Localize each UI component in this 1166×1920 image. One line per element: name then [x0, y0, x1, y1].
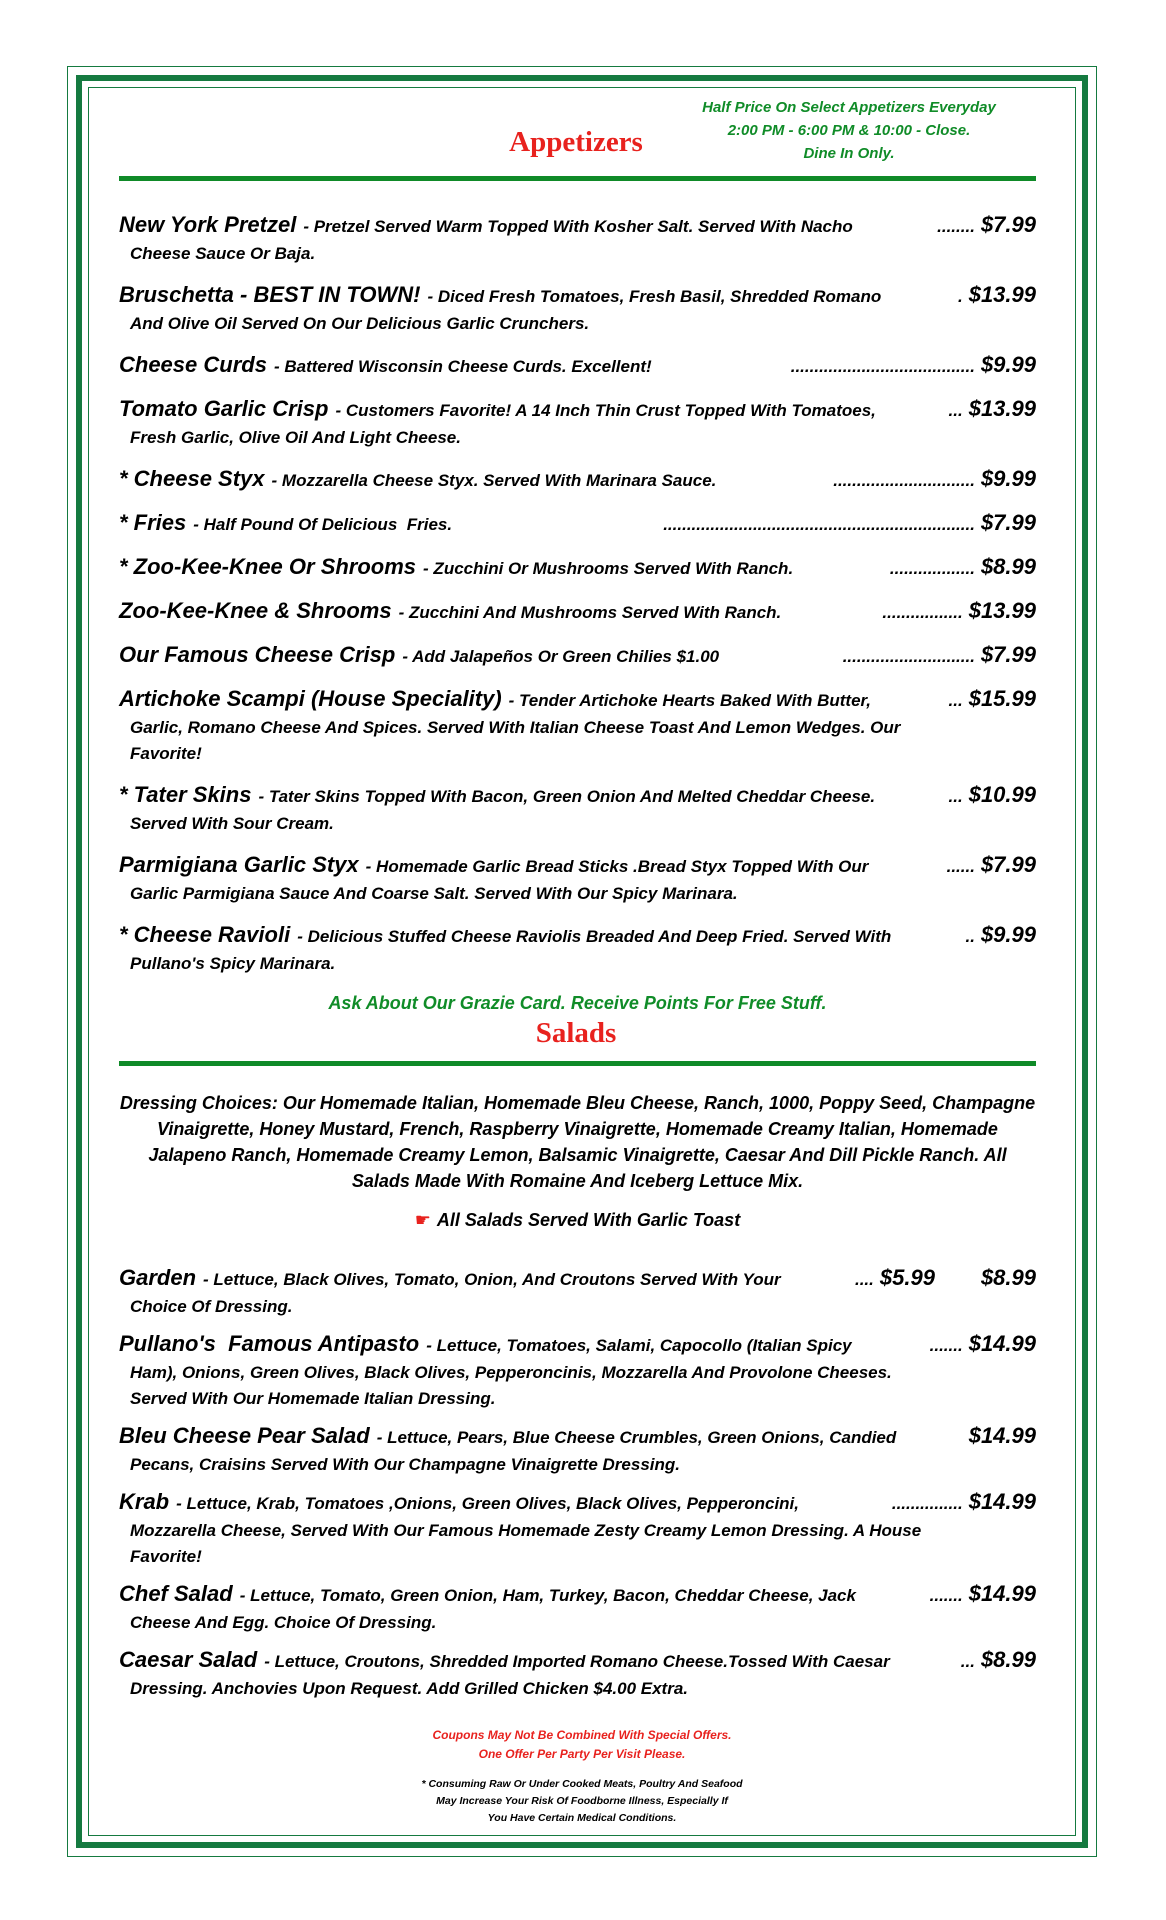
item-price: $8.99 [980, 1647, 1036, 1672]
item-name: * Zoo-Kee-Knee Or Shrooms [119, 554, 417, 579]
menu-content [89, 88, 1075, 1835]
menu-item [119, 1646, 1036, 1702]
item-description: - Lettuce, Pears, Blue Cheese Crumbles, Green Onions, Candied [376, 1428, 897, 1447]
item-name: * Tater Skins [119, 782, 252, 807]
item-description: - Zucchini Or Mushrooms Served With Ranch. [423, 559, 794, 578]
item-description: - Mozzarella Cheese Styx. Served With Marinara Sauce. [271, 471, 717, 490]
item-description: - Zucchini And Mushrooms Served With Ranch. [398, 603, 782, 622]
menu-item-line [119, 597, 1036, 627]
item-price: $14.99 [968, 1489, 1036, 1514]
dot-leader: .................. [889, 559, 975, 578]
item-name: Our Famous Cheese Crisp [119, 642, 396, 667]
menu-item-line [119, 395, 1036, 425]
item-price: $9.99 [980, 352, 1036, 377]
coupon-line: One Offer Per Party Per Visit Please. [478, 1747, 686, 1761]
item-price: $13.99 [968, 598, 1036, 623]
dot-leader: ........ [937, 217, 975, 236]
menu-item [119, 509, 1036, 539]
dot-leader: ... [960, 1652, 975, 1671]
item-price: $14.99 [968, 1331, 1036, 1356]
appetizers-section-title: Appetizers [509, 126, 643, 158]
menu-item [119, 1422, 1036, 1478]
menu-item-line [119, 781, 1036, 811]
item-description-continued: And Olive Oil Served On Our Delicious Garlic Crunchers. [130, 314, 590, 333]
dot-leader: .... [854, 1270, 874, 1289]
item-price: $13.99 [968, 396, 1036, 421]
dot-leader: ....................................... [790, 357, 975, 376]
menu-item [119, 351, 1036, 381]
item-description: - Homemade Garlic Bread Sticks .Bread Styx Topped With Our [365, 857, 869, 876]
served-with-toast-note [119, 1208, 1036, 1232]
appetizers-header [119, 88, 1036, 176]
item-description: - Lettuce, Tomatoes, Salami, Capocollo (Italian Spicy [426, 1336, 852, 1355]
item-name: Bruschetta - BEST IN TOWN! [119, 282, 421, 307]
menu-item-line [119, 553, 1036, 583]
dot-leader: ... [948, 787, 963, 806]
item-description-continued: Pullano's Spicy Marinara. [130, 954, 336, 973]
item-name: * Fries [119, 510, 187, 535]
item-price: $10.99 [968, 782, 1036, 807]
item-name: Caesar Salad [119, 1647, 258, 1672]
item-description-continued: Cheese Sauce Or Baja. [130, 244, 316, 263]
item-name: Bleu Cheese Pear Salad [119, 1423, 370, 1448]
menu-border-thick-line [76, 75, 1088, 1848]
menu-border-frame [67, 66, 1097, 1857]
item-price-secondary: $8.99 [980, 1265, 1036, 1290]
item-description: - Tender Artichoke Hearts Baked With Butter, [508, 691, 871, 710]
dot-leader: ....... [929, 1586, 963, 1605]
menu-item [119, 641, 1036, 671]
item-name: Pullano's Famous Antipasto [119, 1331, 420, 1356]
dot-leader: ...... [946, 857, 975, 876]
item-price: $7.99 [980, 510, 1036, 535]
salads-section-title: Salads [535, 1017, 617, 1049]
menu-item-line [119, 509, 1036, 539]
menu-item-line [119, 1264, 1036, 1294]
pointing-hand-icon: ☛ [414, 1210, 431, 1230]
dot-leader: ... [948, 401, 963, 420]
salads-header [119, 1015, 1036, 1061]
item-name: Cheese Curds [119, 352, 267, 377]
grazie-card-note: Ask About Our Grazie Card. Receive Points For Free Stuff. [328, 993, 827, 1013]
item-price: $7.99 [980, 852, 1036, 877]
promo-note [702, 96, 996, 165]
menu-item [119, 781, 1036, 837]
dot-leader: ... [948, 691, 963, 710]
menu-item [119, 465, 1036, 495]
appetizers-list [119, 211, 1036, 977]
menu-item [119, 553, 1036, 583]
menu-item-line [119, 685, 1036, 715]
item-price: $13.99 [968, 282, 1036, 307]
item-description-continued: Served With Sour Cream. [130, 814, 334, 833]
item-name: Parmigiana Garlic Styx [119, 852, 359, 877]
dot-leader: ....... [929, 1336, 963, 1355]
menu-item [119, 1580, 1036, 1636]
item-name: Chef Salad [119, 1581, 233, 1606]
dot-leader: .............................. [833, 471, 975, 490]
menu-item [119, 211, 1036, 267]
menu-item-line [119, 641, 1036, 671]
item-description-continued: Cheese And Egg. Choice Of Dressing. [130, 1613, 437, 1632]
item-description-continued: Dressing. Anchovies Upon Request. Add Grilled Chicken $4.00 Extra. [130, 1679, 689, 1698]
served-note-text: All Salads Served With Garlic Toast [436, 1210, 741, 1230]
item-name: Artichoke Scampi (House Speciality) [119, 686, 502, 711]
dot-leader: .................................................................. [663, 515, 975, 534]
menu-item [119, 921, 1036, 977]
item-price: $7.99 [980, 642, 1036, 667]
disclaimer-line: You Have Certain Medical Conditions. [487, 1812, 677, 1824]
menu-border-inner-line [88, 87, 1076, 1836]
coupon-note [89, 1726, 1075, 1764]
item-description: - Lettuce, Krab, Tomatoes ,Onions, Green Olives, Black Olives, Pepperoncini, [176, 1494, 800, 1513]
item-description: - Delicious Stuffed Cheese Raviolis Breaded And Deep Fried. Served With [297, 927, 892, 946]
item-description: - Lettuce, Tomato, Green Onion, Ham, Turkey, Bacon, Cheddar Cheese, Jack [239, 1586, 856, 1605]
menu-item-line [119, 921, 1036, 951]
menu-item-line [119, 1422, 1036, 1452]
salads-list [119, 1264, 1036, 1702]
menu-item [119, 395, 1036, 451]
item-description-continued: Mozzarella Cheese, Served With Our Famous Homemade Zesty Creamy Lemon Dressing. A House Favorite! [130, 1521, 922, 1566]
salads-rule [119, 1061, 1036, 1066]
item-price: $15.99 [968, 686, 1036, 711]
dot-leader: . [957, 287, 963, 306]
menu-item [119, 1264, 1036, 1320]
appetizers-rule [119, 176, 1036, 181]
item-price: $8.99 [980, 554, 1036, 579]
menu-item-line [119, 465, 1036, 495]
item-name: Zoo-Kee-Knee & Shrooms [119, 598, 392, 623]
item-price: $9.99 [980, 922, 1036, 947]
item-description: - Lettuce, Black Olives, Tomato, Onion, And Croutons Served With Your [203, 1270, 781, 1289]
item-description: - Customers Favorite! A 14 Inch Thin Crust Topped With Tomatoes, [335, 401, 876, 420]
item-name: * Cheese Ravioli [119, 922, 291, 947]
dot-leader: ............... [891, 1494, 963, 1513]
menu-item [119, 1330, 1036, 1412]
item-price: $14.99 [968, 1581, 1036, 1606]
item-price: $9.99 [980, 466, 1036, 491]
item-description-continued: Choice Of Dressing. [130, 1297, 293, 1316]
item-description: - Tater Skins Topped With Bacon, Green Onion And Melted Cheddar Cheese. [258, 787, 876, 806]
item-description-continued: Fresh Garlic, Olive Oil And Light Cheese. [130, 428, 461, 447]
menu-item-line [119, 1488, 1036, 1518]
menu-item [119, 685, 1036, 767]
dressing-choices-note: Dressing Choices: Our Homemade Italian, Homemade Bleu Cheese, Ranch, 1000, Poppy Seed, Champagne Vinaigrette, Honey Mustard, French, Raspberry Vinaigrette, Homemade Creamy Italian, Homemade Jalapeno Ranch, Homemade Creamy Lemon, Balsamic Vinaigrette, Caesar And Dill Pickle Ranch. All Salads Made With Romaine And Iceberg Lettuce Mix. [119, 1093, 1036, 1191]
menu-item [119, 1488, 1036, 1570]
menu-item [119, 851, 1036, 907]
menu-item-line [119, 351, 1036, 381]
menu-item-line [119, 281, 1036, 311]
menu-item-line [119, 1646, 1036, 1676]
item-description-continued: Pecans, Craisins Served With Our Champagne Vinaigrette Dressing. [130, 1455, 680, 1474]
menu-item-line [119, 211, 1036, 241]
menu-item-line [119, 851, 1036, 881]
item-description-continued: Garlic Parmigiana Sauce And Coarse Salt. Served With Our Spicy Marinara. [130, 884, 738, 903]
item-name: New York Pretzel [119, 212, 297, 237]
item-description-continued: Garlic, Romano Cheese And Spices. Served With Italian Cheese Toast And Lemon Wedges. Our Favorite! [130, 718, 901, 763]
dot-leader: ................. [882, 603, 963, 622]
consumption-disclaimer [89, 1776, 1075, 1827]
promo-line: Dine In Only. [803, 145, 895, 162]
item-price: $5.99 [879, 1265, 935, 1290]
coupon-line: Coupons May Not Be Combined With Special Offers. [432, 1728, 732, 1742]
item-name: Garden [119, 1265, 197, 1290]
item-description: - Half Pound Of Delicious Fries. [193, 515, 453, 534]
item-description: - Pretzel Served Warm Topped With Kosher Salt. Served With Nacho [303, 217, 853, 236]
item-price: $14.99 [968, 1423, 1036, 1448]
promo-line: Half Price On Select Appetizers Everyday [702, 99, 996, 116]
item-name: * Cheese Styx [119, 466, 265, 491]
disclaimer-line: May Increase Your Risk Of Foodborne Illness, Especially If [436, 1795, 728, 1807]
menu-item [119, 281, 1036, 337]
promo-line: 2:00 PM - 6:00 PM & 10:00 - Close. [727, 122, 971, 139]
dot-leader: ............................ [842, 647, 975, 666]
menu-item [119, 597, 1036, 627]
item-description: - Add Jalapeños Or Green Chilies $1.00 [402, 647, 720, 666]
menu-footer [89, 1726, 1075, 1827]
item-description: - Lettuce, Croutons, Shredded Imported Romano Cheese.Tossed With Caesar [264, 1652, 890, 1671]
item-price: $7.99 [980, 212, 1036, 237]
item-name: Tomato Garlic Crisp [119, 396, 329, 421]
item-description: - Battered Wisconsin Cheese Curds. Excellent! [273, 357, 652, 376]
item-name: Krab [119, 1489, 170, 1514]
dot-leader: .. [965, 927, 975, 946]
disclaimer-line: * Consuming Raw Or Under Cooked Meats, Poultry And Seafood [421, 1778, 743, 1790]
menu-item-line [119, 1580, 1036, 1610]
item-description-continued: Ham), Onions, Green Olives, Black Olives, Pepperoncinis, Mozzarella And Provolone Cheeses. Served With Our Homemade Italian Dressing. [130, 1363, 892, 1408]
menu-item-line [119, 1330, 1036, 1360]
item-description: - Diced Fresh Tomatoes, Fresh Basil, Shredded Romano [427, 287, 882, 306]
